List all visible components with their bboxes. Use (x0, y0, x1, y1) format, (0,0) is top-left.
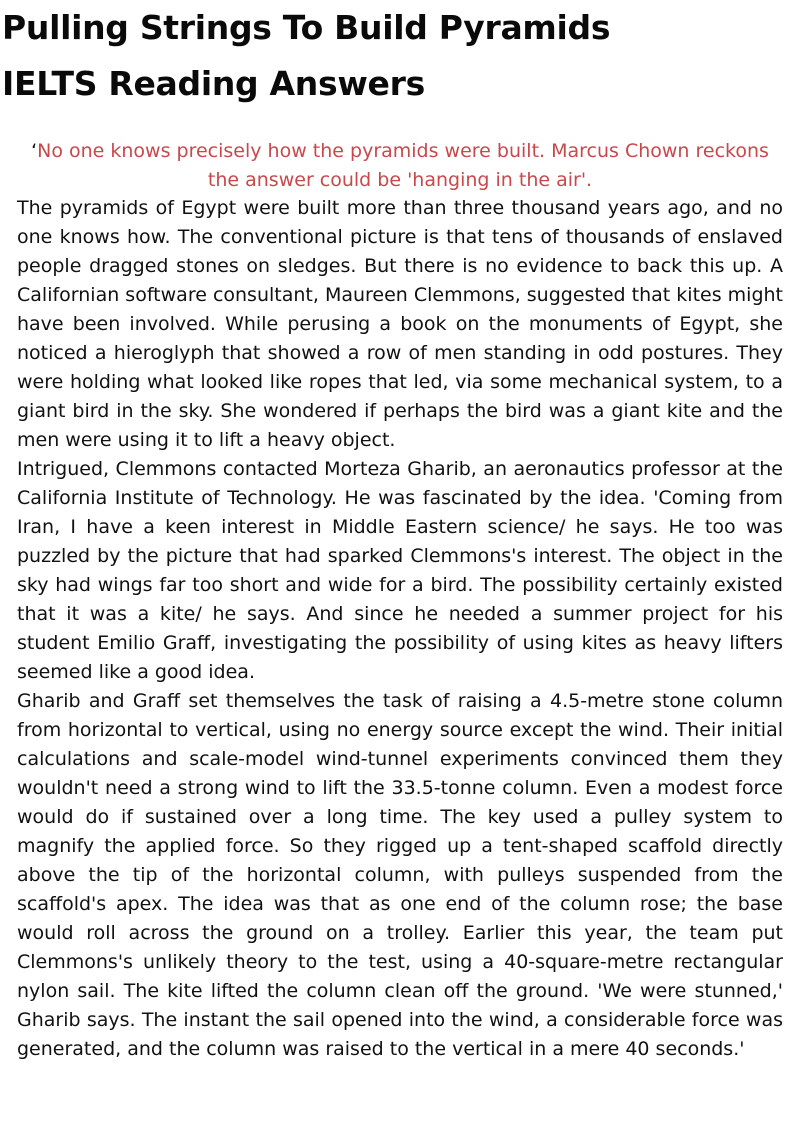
intro-quote-text: No one knows precisely how the pyramids were built. Marcus Chown reckons the answer could be 'hanging in the air'. (37, 140, 769, 191)
article-paragraph-1: The pyramids of Egypt were built more than three thousand years ago, and no one knows how. The conventional picture is that tens of thousands of enslaved people dragged stones on sledges. But there is no evidence to back this up. A Californian software consultant, Maureen Clemmons, suggested that kites might have been involved. While perusing a book on the monuments of Egypt, she noticed a hieroglyph that showed a row of men standing in odd postures. They were holding what looked like ropes that led, via some mechanical system, to a giant bird in the sky. She wondered if perhaps the bird was a giant kite and the men were using it to lift a heavy object. (17, 197, 783, 451)
intro-quote (30, 137, 770, 195)
article-body (17, 194, 783, 1064)
intro-open-quote: ‘ (31, 140, 38, 162)
article-paragraph-3: Gharib and Graff set themselves the task of raising a 4.5-metre stone column from horizontal to vertical, using no energy source except the wind. Their initial calculations and scale-model wind-tunnel experiments convinced them they wouldn't need a strong wind to lift the 33.5-tonne column. Even a modest force would do if sustained over a long time. The key used a pulley system to magnify the applied force. So they rigged up a tent-shaped scaffold directly above the tip of the horizontal column, with pulleys suspended from the scaffold's apex. The idea was that as one end of the column rose; the base would roll across the ground on a trolley. Earlier this year, the team put Clemmons's unlikely theory to the test, using a 40-square-metre rectangular nylon sail. The kite lifted the column clean off the ground. 'We were stunned,' Gharib says. The instant the sail opened into the wind, a considerable force was generated, and the column was raised to the vertical in a mere 40 seconds.' (17, 690, 783, 1060)
page-title-line-1: Pulling Strings To Build Pyramids (2, 8, 611, 47)
page-title-line-2: IELTS Reading Answers (2, 64, 425, 103)
page-title (2, 0, 792, 112)
article-paragraph-2: Intrigued, Clemmons contacted Morteza Gharib, an aeronautics professor at the California Institute of Technology. He was fascinated by the idea. 'Coming from Iran, I have a keen interest in Middle Eastern science/ he says. He too was puzzled by the picture that had sparked Clemmons's interest. The object in the sky had wings far too short and wide for a bird. The possibility certainly existed that it was a kite/ he says. And since he needed a summer project for his student Emilio Graff, investigating the possibility of using kites as heavy lifters seemed like a good idea. (17, 458, 783, 683)
